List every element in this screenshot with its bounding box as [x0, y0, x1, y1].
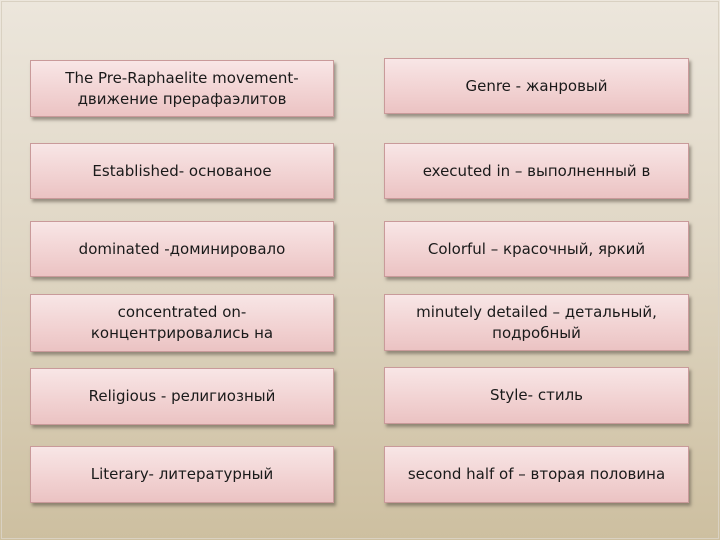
term-text: executed in – выполненный в [422, 161, 651, 180]
term-card-genre [384, 58, 689, 114]
term-text: Colorful – красочный, яркий [427, 239, 646, 258]
term-card-second-half-of [384, 446, 689, 503]
term-text: Genre - жанровый [465, 76, 608, 95]
term-card-established [30, 143, 334, 199]
term-card-dominated [30, 221, 334, 277]
term-text: Established- основаное [92, 161, 272, 180]
term-text: The Pre-Raphaelite movement- движение прерафаэлитов [65, 68, 299, 108]
term-card-style [384, 367, 689, 424]
term-text: second half of – вторая половина [407, 465, 666, 483]
term-card-concentrated-on [30, 294, 334, 352]
term-text: Religious - религиозный [88, 387, 276, 405]
term-text: dominated -доминировало [78, 239, 286, 258]
term-text: concentrated on- концентрировались на [90, 303, 274, 342]
term-text: Style- стиль [489, 386, 584, 404]
slide [1, 1, 719, 539]
term-text: Literary- литературный [90, 465, 274, 483]
term-card-colorful [384, 221, 689, 277]
term-card-minutely-detailed [384, 294, 689, 351]
term-card-literary [30, 446, 334, 503]
term-card-religious [30, 368, 334, 425]
term-card-pre-raphaelite [30, 60, 334, 117]
term-text: minutely detailed – детальный, подробный [416, 302, 657, 342]
term-card-executed-in [384, 143, 689, 199]
